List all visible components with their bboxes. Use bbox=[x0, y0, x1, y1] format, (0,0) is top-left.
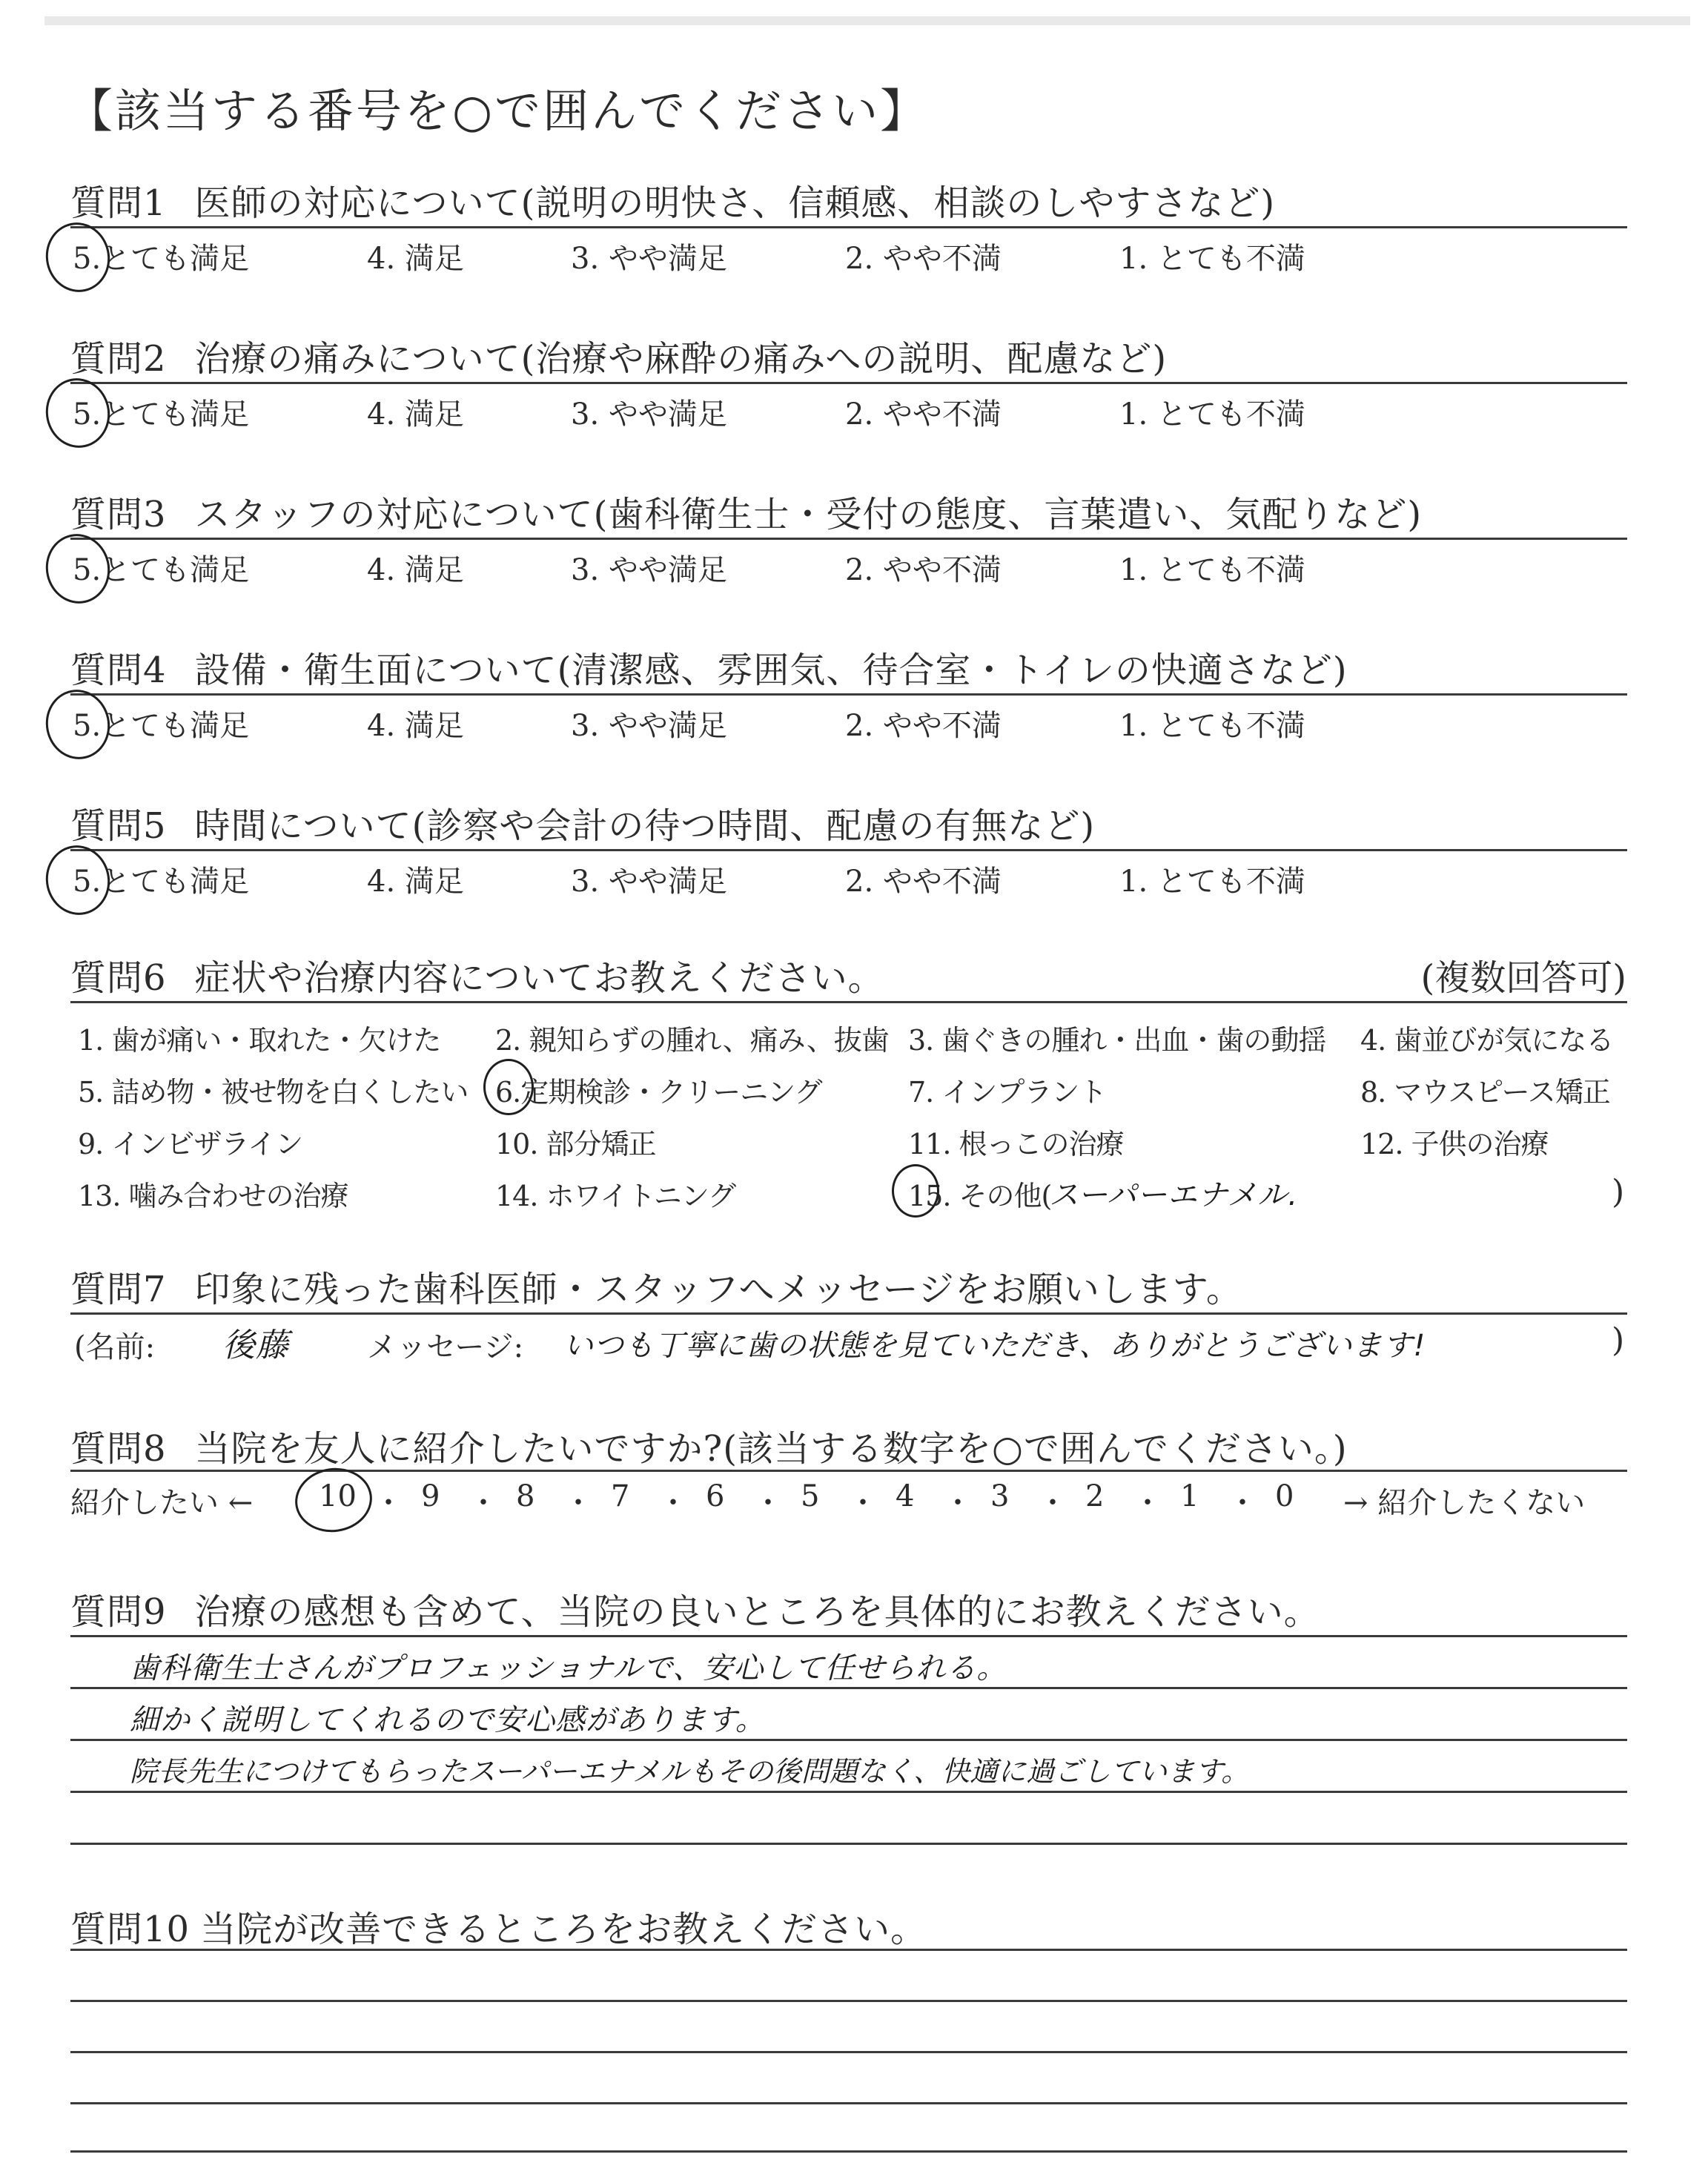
q8-left-label: 紹介したい ← bbox=[70, 1486, 254, 1520]
q2-rule bbox=[70, 382, 1627, 384]
q6-other-handwritten[interactable]: スーパーエナメル. bbox=[1049, 1178, 1299, 1212]
form-heading: 【該当する番号を○で囲んでください】 bbox=[67, 84, 929, 138]
q1-number: 質問1 bbox=[70, 182, 167, 224]
q8-separator: ・ bbox=[1228, 1486, 1257, 1520]
q9-text: 治療の感想も含めて、当院の良いところを具体的にお教えください。 bbox=[194, 1591, 1320, 1633]
q1-text: 医師の対応について(説明の明快さ、信頼感、相談のしやすさなど) bbox=[194, 182, 1276, 224]
q5-text: 時間について(診察や会計の待つ時間、配慮の有無など) bbox=[194, 805, 1096, 847]
q8-title bbox=[70, 1420, 1348, 1471]
q8-selected-circle bbox=[291, 1463, 377, 1537]
q9-rule-4 bbox=[70, 1791, 1627, 1793]
q6-item-14[interactable]: 14. ホワイトニング bbox=[495, 1180, 736, 1212]
q8-separator: ・ bbox=[1038, 1486, 1068, 1520]
scan-edge bbox=[44, 16, 1690, 25]
q6-text: 症状や治療内容についてお教えください。 bbox=[194, 957, 884, 999]
q4-rule bbox=[70, 693, 1627, 696]
q9-rule-2 bbox=[70, 1687, 1627, 1689]
q7-text: 印象に残った歯科医師・スタッフへメッセージをお願いします。 bbox=[194, 1269, 1242, 1310]
q1-option-4[interactable]: 4. 満足 bbox=[367, 242, 464, 276]
q2-option-4[interactable]: 4. 満足 bbox=[367, 397, 464, 432]
q8-text: 当院を友人に紹介したいですか?(該当する数字を○で囲んでください。) bbox=[194, 1428, 1348, 1470]
q8-scale-10[interactable]: 10 bbox=[319, 1479, 357, 1513]
q6-selected-circle-15 bbox=[892, 1164, 939, 1218]
q8-separator: ・ bbox=[658, 1486, 688, 1520]
q6-item-1[interactable]: 1. 歯が痛い・取れた・欠けた bbox=[78, 1024, 441, 1057]
q3-selected-circle bbox=[39, 528, 116, 610]
q8-scale-0[interactable]: 0 bbox=[1275, 1479, 1294, 1513]
q4-selected-circle bbox=[39, 684, 116, 765]
q8-scale-5[interactable]: 5 bbox=[801, 1479, 820, 1513]
q6-item-3[interactable]: 3. 歯ぐきの腫れ・出血・歯の動揺 bbox=[908, 1024, 1326, 1057]
q6-item-9[interactable]: 9. インビザライン bbox=[78, 1128, 303, 1160]
q2-text: 治療の痛みについて(治療や麻酔の痛みへの説明、配慮など) bbox=[194, 338, 1168, 380]
q4-option-5[interactable]: 5.とても満足 bbox=[73, 709, 250, 743]
q7-message-handwritten[interactable]: いつも丁寧に歯の状態を見ていただき、ありがとうございます! bbox=[563, 1329, 1426, 1363]
q8-separator: ・ bbox=[563, 1486, 593, 1520]
q4-title bbox=[70, 641, 1348, 693]
q2-option-3[interactable]: 3. やや満足 bbox=[571, 397, 727, 432]
q8-scale-3[interactable]: 3 bbox=[990, 1479, 1010, 1513]
q6-note: (複数回答可) bbox=[1420, 957, 1626, 999]
q5-option-5[interactable]: 5.とても満足 bbox=[73, 865, 250, 899]
q9-answer-1[interactable]: 歯科衛生士さんがプロフェッショナルで、安心して任せられる。 bbox=[130, 1651, 1007, 1685]
q8-separator: ・ bbox=[469, 1486, 498, 1520]
q8-separator: ・ bbox=[1133, 1486, 1162, 1520]
q9-number: 質問9 bbox=[70, 1591, 167, 1633]
q6-item-13[interactable]: 13. 噛み合わせの治療 bbox=[78, 1180, 348, 1212]
q2-option-2[interactable]: 2. やや不満 bbox=[845, 397, 1002, 432]
q3-option-2[interactable]: 2. やや不満 bbox=[845, 553, 1002, 587]
q5-option-1[interactable]: 1. とても不満 bbox=[1119, 865, 1305, 899]
q1-selected-circle bbox=[39, 217, 116, 298]
q3-option-1[interactable]: 1. とても不満 bbox=[1119, 553, 1305, 587]
q10-rule-5 bbox=[70, 2150, 1627, 2153]
q7-rule bbox=[70, 1312, 1627, 1315]
q3-rule bbox=[70, 538, 1627, 540]
q5-rule bbox=[70, 849, 1627, 851]
q7-name-handwritten[interactable]: 後藤 bbox=[222, 1327, 289, 1364]
q3-number: 質問3 bbox=[70, 494, 167, 535]
q1-option-5[interactable]: 5.とても満足 bbox=[73, 242, 250, 276]
q7-close-paren: ) bbox=[1612, 1321, 1625, 1359]
q2-selected-circle bbox=[39, 372, 116, 454]
q8-rule bbox=[70, 1470, 1627, 1472]
q10-rule-3 bbox=[70, 2051, 1627, 2053]
q5-option-4[interactable]: 4. 満足 bbox=[367, 865, 464, 899]
q3-option-3[interactable]: 3. やや満足 bbox=[571, 553, 727, 587]
q8-separator: ・ bbox=[753, 1486, 783, 1520]
q6-item-12[interactable]: 12. 子供の治療 bbox=[1360, 1128, 1549, 1160]
q8-scale-4[interactable]: 4 bbox=[896, 1479, 915, 1513]
q3-title bbox=[70, 486, 1422, 537]
q4-option-2[interactable]: 2. やや不満 bbox=[845, 709, 1002, 743]
q6-selected-circle-6 bbox=[483, 1059, 534, 1115]
q6-close-paren: ) bbox=[1612, 1173, 1625, 1211]
q10-rule-4 bbox=[70, 2102, 1627, 2104]
q3-option-4[interactable]: 4. 満足 bbox=[367, 553, 464, 587]
q1-rule bbox=[70, 226, 1627, 228]
q2-number: 質問2 bbox=[70, 338, 167, 380]
q7-name-label: (名前: bbox=[74, 1330, 156, 1364]
q10-title bbox=[70, 1900, 927, 1952]
q6-item-10[interactable]: 10. 部分矯正 bbox=[495, 1128, 656, 1160]
q6-item-4[interactable]: 4. 歯並びが気になる bbox=[1360, 1024, 1614, 1057]
q9-rule-3 bbox=[70, 1739, 1627, 1741]
q8-scale-6[interactable]: 6 bbox=[706, 1479, 725, 1513]
q5-number: 質問5 bbox=[70, 805, 167, 847]
q9-title bbox=[70, 1583, 1320, 1634]
q5-option-3[interactable]: 3. やや満足 bbox=[571, 865, 727, 899]
q8-separator: ・ bbox=[848, 1486, 878, 1520]
q6-item-8[interactable]: 8. マウスピース矯正 bbox=[1360, 1076, 1610, 1109]
q6-item-7[interactable]: 7. インプラント bbox=[908, 1076, 1107, 1109]
q6-item-2[interactable]: 2. 親知らずの腫れ、痛み、抜歯 bbox=[495, 1024, 889, 1057]
q3-option-5[interactable]: 5.とても満足 bbox=[73, 553, 250, 587]
q2-option-5[interactable]: 5.とても満足 bbox=[73, 397, 250, 432]
q10-rule-1 bbox=[70, 1949, 1627, 1951]
q8-separator: ・ bbox=[374, 1486, 403, 1520]
q6-number: 質問6 bbox=[70, 957, 167, 999]
q9-rule-5 bbox=[70, 1843, 1627, 1845]
q1-option-1[interactable]: 1. とても不満 bbox=[1119, 242, 1305, 276]
q6-rule bbox=[70, 1001, 1627, 1003]
q6-title bbox=[70, 949, 884, 1000]
q4-text: 設備・衛生面について(清潔感、雰囲気、待合室・トイレの快適さなど) bbox=[194, 650, 1348, 691]
q5-option-2[interactable]: 2. やや不満 bbox=[845, 865, 1002, 899]
q10-rule-2 bbox=[70, 2000, 1627, 2002]
q7-message-label: メッセージ: bbox=[367, 1330, 524, 1364]
q8-separator: ・ bbox=[943, 1486, 973, 1520]
q1-option-3[interactable]: 3. やや満足 bbox=[571, 242, 727, 276]
q1-title bbox=[70, 174, 1275, 225]
q6-item-15[interactable]: 15. その他( bbox=[908, 1180, 1052, 1212]
q2-title bbox=[70, 330, 1167, 381]
q1-option-2[interactable]: 2. やや不満 bbox=[845, 242, 1002, 276]
q8-scale-8[interactable]: 8 bbox=[516, 1479, 535, 1513]
q5-title bbox=[70, 797, 1095, 848]
q8-scale-2[interactable]: 2 bbox=[1085, 1479, 1105, 1513]
q7-title bbox=[70, 1261, 1242, 1312]
q2-option-1[interactable]: 1. とても不満 bbox=[1119, 397, 1305, 432]
q6-item-5[interactable]: 5. 詰め物・被せ物を白くしたい bbox=[78, 1076, 469, 1109]
q9-rule-1 bbox=[70, 1635, 1627, 1637]
q8-number: 質問8 bbox=[70, 1428, 167, 1470]
q9-answer-2[interactable]: 細かく説明してくれるので安心感があります。 bbox=[130, 1703, 766, 1737]
q8-scale-9[interactable]: 9 bbox=[421, 1479, 440, 1513]
q9-answer-3[interactable]: 院長先生につけてもらったスーパーエナメルもその後問題なく、快適に過ごしています。 bbox=[130, 1755, 1250, 1788]
q4-option-3[interactable]: 3. やや満足 bbox=[571, 709, 727, 743]
q10-text: 当院が改善できるところをお教えください。 bbox=[200, 1909, 927, 1950]
q8-scale-7[interactable]: 7 bbox=[611, 1479, 630, 1513]
q7-number: 質問7 bbox=[70, 1269, 167, 1310]
q8-right-label: → 紹介したくない bbox=[1343, 1486, 1586, 1520]
q4-option-1[interactable]: 1. とても不満 bbox=[1119, 709, 1305, 743]
q10-number: 質問10 bbox=[70, 1909, 191, 1950]
q5-selected-circle bbox=[39, 839, 116, 921]
q4-option-4[interactable]: 4. 満足 bbox=[367, 709, 464, 743]
q6-item-11[interactable]: 11. 根っこの治療 bbox=[908, 1128, 1124, 1160]
q4-number: 質問4 bbox=[70, 650, 167, 691]
q6-item-6[interactable]: 6.定期検診・クリーニング bbox=[495, 1076, 822, 1109]
q8-scale-1[interactable]: 1 bbox=[1180, 1479, 1199, 1513]
q3-text: スタッフの対応について(歯科衛生士・受付の態度、言葉遣い、気配りなど) bbox=[194, 494, 1423, 535]
